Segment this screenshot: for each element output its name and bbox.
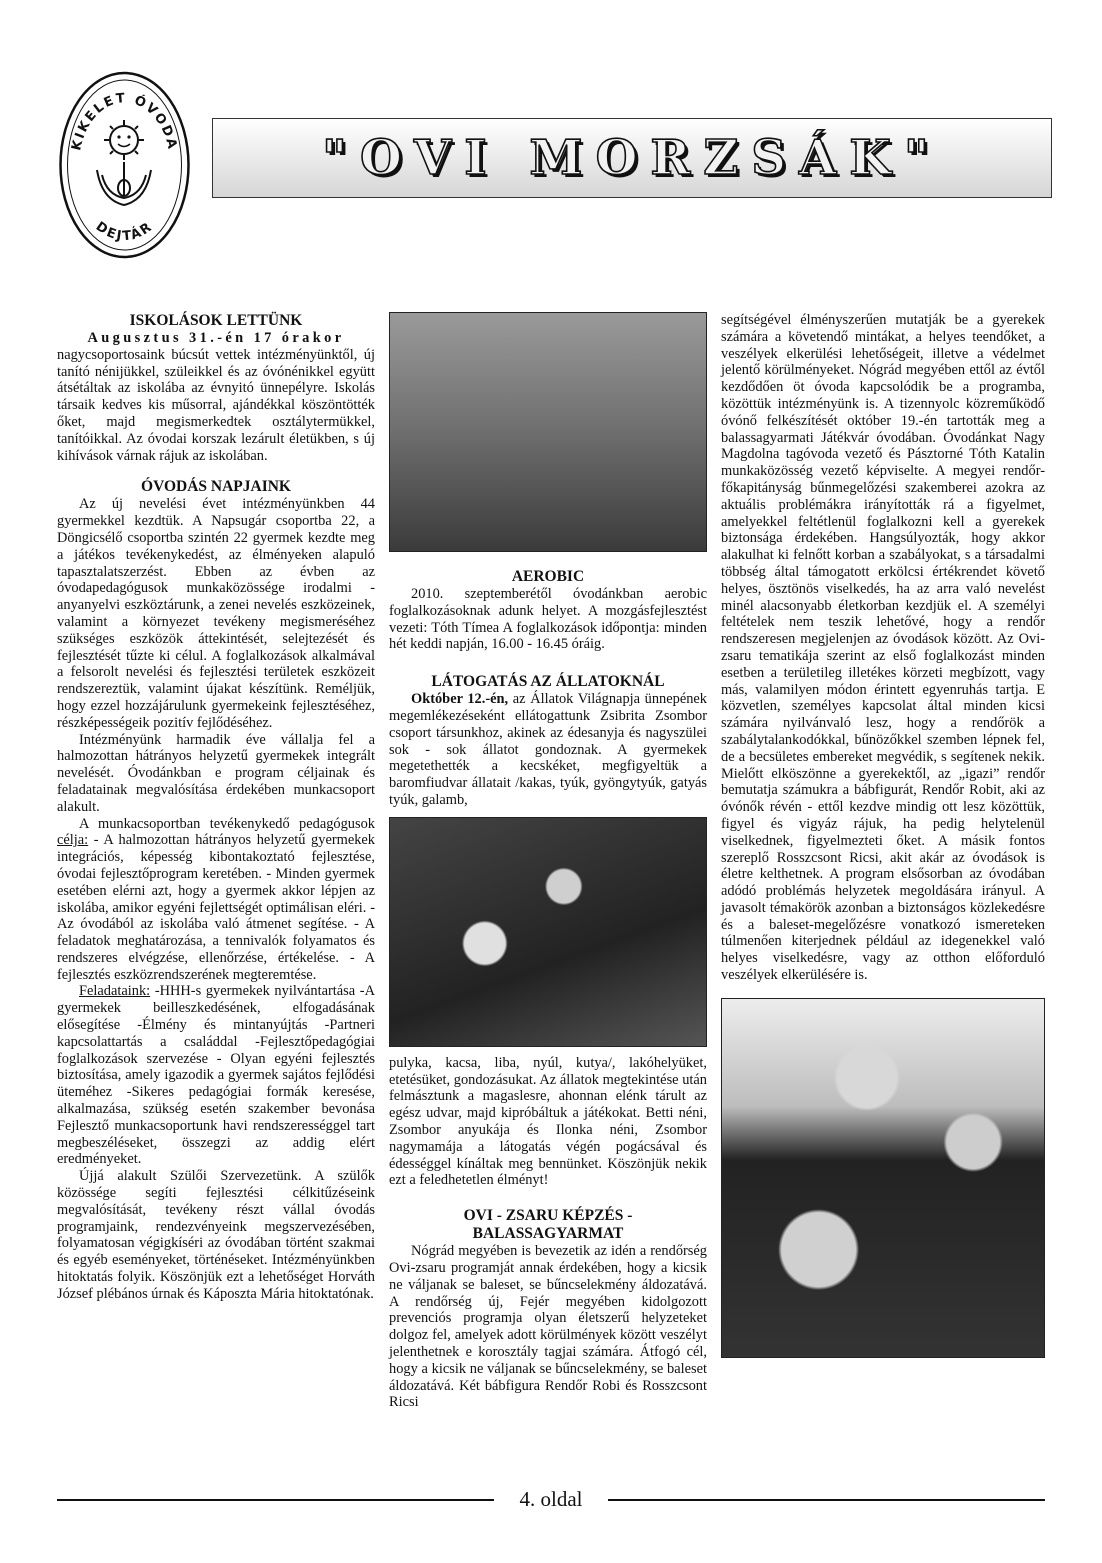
newsletter-title: "OVI MORZSÁK" <box>322 130 942 186</box>
paragraph-ovodas-napjaink: Az új nevelési évet intézményünkben 44 gyermekkel kezdtük. A Napsugár csoportba 22, a Döngicsélő csoportba szintén 22 gyermek kezdte meg a játékos tevékenykedést, az élményeken alapuló tapasztalatszerzést. Ebben az évben az óvodapedagógusok munkaközössége irodalmi - anyanyelvi eszköztárunk, a zenei nevelés eszközeinek, valamint a környezet tevékeny megismeréséhez szükséges eszközök áttekintését, selejtezését és fejlesztését tűzte ki célul. A foglalkozások alkalmával a felsorolt nevelési és fejlesztési területek eszközeit rendszereztük, valamint újakat készítünk. Reméljük, hogy ezzel hozzájárulunk gyermekeink fejlesztéséhez, részképességeik pozitív fejlődéséhez. <box>57 496 375 731</box>
paragraph-munkacsoport-celja: A munkacsoportban tevékenykedő pedagógusok célja: - A halmozottan hátrányos helyzetű gyermekek integrációs, képesség kibontakoztató fejlesztése, óvodai fejlesztőprogram keretében. - Minden gyermek esetében elérni azt, hogy a gyermek akkor lépjen az iskolába, amikor egyéni fejlettségét optimálisan eléri. - Az óvodából az iskolába való átmenet segítése. - A feladatok meghatározása, a tennivalók folyamatos és rendszeres elvégzése, ellenőrzése, értékelése. - A fejlesztés eszközrendszerének megteremtése. <box>57 815 375 983</box>
paragraph-szuloi-szervezet: Újjá alakult Szülői Szervezetünk. A szülők közössége segíti fejlesztési célkitűzéseink megvalósítását, tevékeny részt vállal óvodás programjaink, rendezvényeink megszervezésében, folyamatosan végigkíséri az óvodában történt szakmai és egyéb eseményeket, történéseket. Intézményünkben hitoktatás folyik. Köszönjük ezt a lehetőséget Horváth József plébános úrnak és Káposzta Mária hitoktatónak. <box>57 1168 375 1302</box>
footer-rule-right <box>608 1499 1045 1501</box>
paragraph-latogatas: Október 12.-én, az Állatok Világnapja ünnepének megemlékezéseként ellátogattunk Zsibrita Zsombor csoport társunkhoz, akinek az édesanyja és nagyszülei sok - sok állatot gondoznak. A gyermekek megetethették a kecskéket, megfigyeltük a baromfiudvar állatait /kakas, tyúk, gyöngytyúk, gatyás tyúk, galamb, <box>389 691 707 808</box>
paragraph-iskolasok: nagycsoportosaink búcsút vettek intézményünktől, új tanító nénijükkel, szüleikkel és az óvónénikkel együtt átsétáltak az iskolába az évnyitó ünnepélyre. Iskolás társaik kedves kis műsorral, ajándékkal köszöntötték őket, majd megismerkedtek osztálytermükkel, tanítóikkal. Az óvodai korszak lezárult életükben, s új kihívások várnak rájuk az iskolában. <box>57 346 375 464</box>
logo-top-text: KIKELET ÓVODA <box>69 91 180 153</box>
paragraph-integralt-neveles: Intézményünk harmadik éve vállalja fel a halmozottan hátrányos helyzetű gyermekek integrált nevelését. Óvodánkban e program céljainak és feladatainak megvalósítása érdekében munkacsoport alakult. <box>57 731 375 815</box>
column-2 <box>389 312 707 1411</box>
heading-iskolasok-lettunk: ISKOLÁSOK LETTÜNK <box>129 312 303 329</box>
column-3 <box>721 312 1045 1358</box>
heading-ovodas-napjaink: ÓVODÁS NAPJAINK <box>141 478 291 496</box>
page-number: 4. oldal <box>519 1487 583 1511</box>
paragraph-feladataink: Feladataink: -HHH-s gyermekek nyilvántartása -A gyermekek beilleszkedésének, elfogadásának elősegítése -Élmény és mintanyújtás -Partneri kapcsolattartás a családdal -Fejlesztőpedagógiai foglalkozások szervezése - Olyan egyéni fejlesztés biztosítása, amely igazodik a gyermek sajátos fejlődési üteméhez -Sikeres pedagógiai formák keresése, alkalmazása, szükség esetén szakember bevonása Fejlesztő munkacsoportunk havi rendszerességgel tart megbeszéléseket, összegzi az addig elért eredményeket. <box>57 983 375 1168</box>
heading-aerobic: AEROBIC <box>511 568 585 585</box>
aerobic-group-photo <box>389 312 707 552</box>
logo-bottom-text: DEJTÁR <box>92 219 156 245</box>
paragraph-lead-date: Augusztus 31.-én 17 órakor <box>87 330 345 346</box>
footer-rule-left <box>57 1499 494 1501</box>
sun-face-icon <box>104 120 144 160</box>
paragraph-ovi-zsaru-cont: segítségével élményszerűen mutatják be a gyerekek számára a követendő mintákat, a helyes teendőket, a veszélyek elkerülési lehetőségeit, illetve a védelmet jelentő körülményeket. Nógrád megyében ettől az évtől kezdődően öt óvoda kapcsolódik be a programba, közöttük intézményünk is. A tizennyolc közreműködő óvónő felkészítését október 19.-én tartották meg a balassagyarmati Játékvár óvodában. Óvodánkat Nagy Magdolna tagóvoda vezető és Pásztorné Tóth Katalin munkaközösség vezető képviselte. A megyei rendőr-főkapitányság bűnmegelőzési szakemberei azokra az aktuális problémákra irányították rá a figyelmet, amelyekkel feltétlenül foglalkozni kell a gyerekek biztonsága érdekében. Hangsúlyozták, hogy akkor alakulhat ki felnőtt korban a szabályokat, s a társadalmi többség által támogatott erkölcsi értékrendet követő helyes, ösztönös viselkedés, ha az arra való nevelést minél alacsonyabb életkorban kezdjük el. A személyi feltételek nem teszik lehetővé, hogy a rendőr rendszeresen megjelenjen az óvodások között. Az Ovi-zsaru tematikája szerint az első foglalkozást minden esetben a területileg illetékes körzeti megbízott, vagy más, valamilyen módon érintett egyenruhás tartja. E közvetlen, személyes kapcsolat által minden kicsi számára nyilvánvaló lesz, hogy a rendőrök a szabálytalankodókkal, bűnözőkkel szemben lépnek fel, de a becsületes embereket megvédik, s segítenek nekik. Mielőtt elköszönne a gyerekektől, az „igazi” rendőr bemutatja számukra a bábfigurát, Rendőr Robit, aki az óvónők révén - ettől kezdve mindig ott lesz közöttük, figyel és vigyáz rájuk, ha pedig helytelenül viselkednek, figyelmezteti őket. A másik fontos szereplő Rosszcsont Ricsi, akit akár az óvodások is életre kelthetnek. A program elsősorban az óvodában adódó problémás helyzetek megoldására irányul. A javasolt témakörök azonban a biztonságos közlekedésre és a baleset-megelőzésre vonatkozó ismereteken túlmenően kiterjednek például az idegenekkel való helyes viselkedésre, vagy az otthon előforduló veszélyek elkerülésére is. <box>721 312 1045 984</box>
newsletter-banner <box>212 118 1052 198</box>
column-1 <box>57 312 375 1303</box>
paragraph-ovi-zsaru: Nógrád megyében is bevezetik az idén a rendőrség Ovi-zsaru programját annak érdekében, hogy a kicsik ne váljanak se baleset, se bűncselekmény áldozatává. A rendőrség új, Fejér megyében kidolgozott prevenciós programja olyan életszerű helyzeteket dolgoz fel, amelyek adott körülmények között veszélyt jelenthetnek e korosztály tagjai számára. Átfogó cél, hogy a kicsik ne váljanak se bűncselekmény, se baleset áldozatává. Két bábfigura Rendőr Robi és Rosszcsont Ricsi <box>389 1243 707 1411</box>
paragraph-latogatas-cont: pulyka, kacsa, liba, nyúl, kutya/, lakóhelyüket, etetésüket, gondozásukat. Az állatok megtekintése után felmásztunk a magaslesre, ahonnan elénk tárult az egész udvar, majd kipróbáltuk a játékokat. Betti néni, Zsombor anyukája és Ilonka néni, Zsombor nagymamája a látogatás végén pogácsával és édességgel kínáltak meg bennünket. Köszönjük nekik ezt a feledhetetlen élményt! <box>389 1054 707 1189</box>
paragraph-aerobic: 2010. szeptemberétől óvodánkban aerobic foglalkozásoknak adunk helyet. A mozgásfejlesztést vezeti: Tóth Tímea A foglalkozások időpontja: minden hét keddi napján, 16.00 - 16.45 óráig. <box>389 586 707 653</box>
police-puppets-photo <box>721 998 1045 1358</box>
heading-ovi-zsaru: OVI - ZSARU KÉPZÉS - BALASSAGYARMAT <box>463 1207 633 1243</box>
heading-latogatas: LÁTOGATÁS AZ ÁLLATOKNÁL <box>431 673 665 691</box>
kindergarten-logo <box>57 70 192 260</box>
goats-children-photo <box>389 817 707 1047</box>
